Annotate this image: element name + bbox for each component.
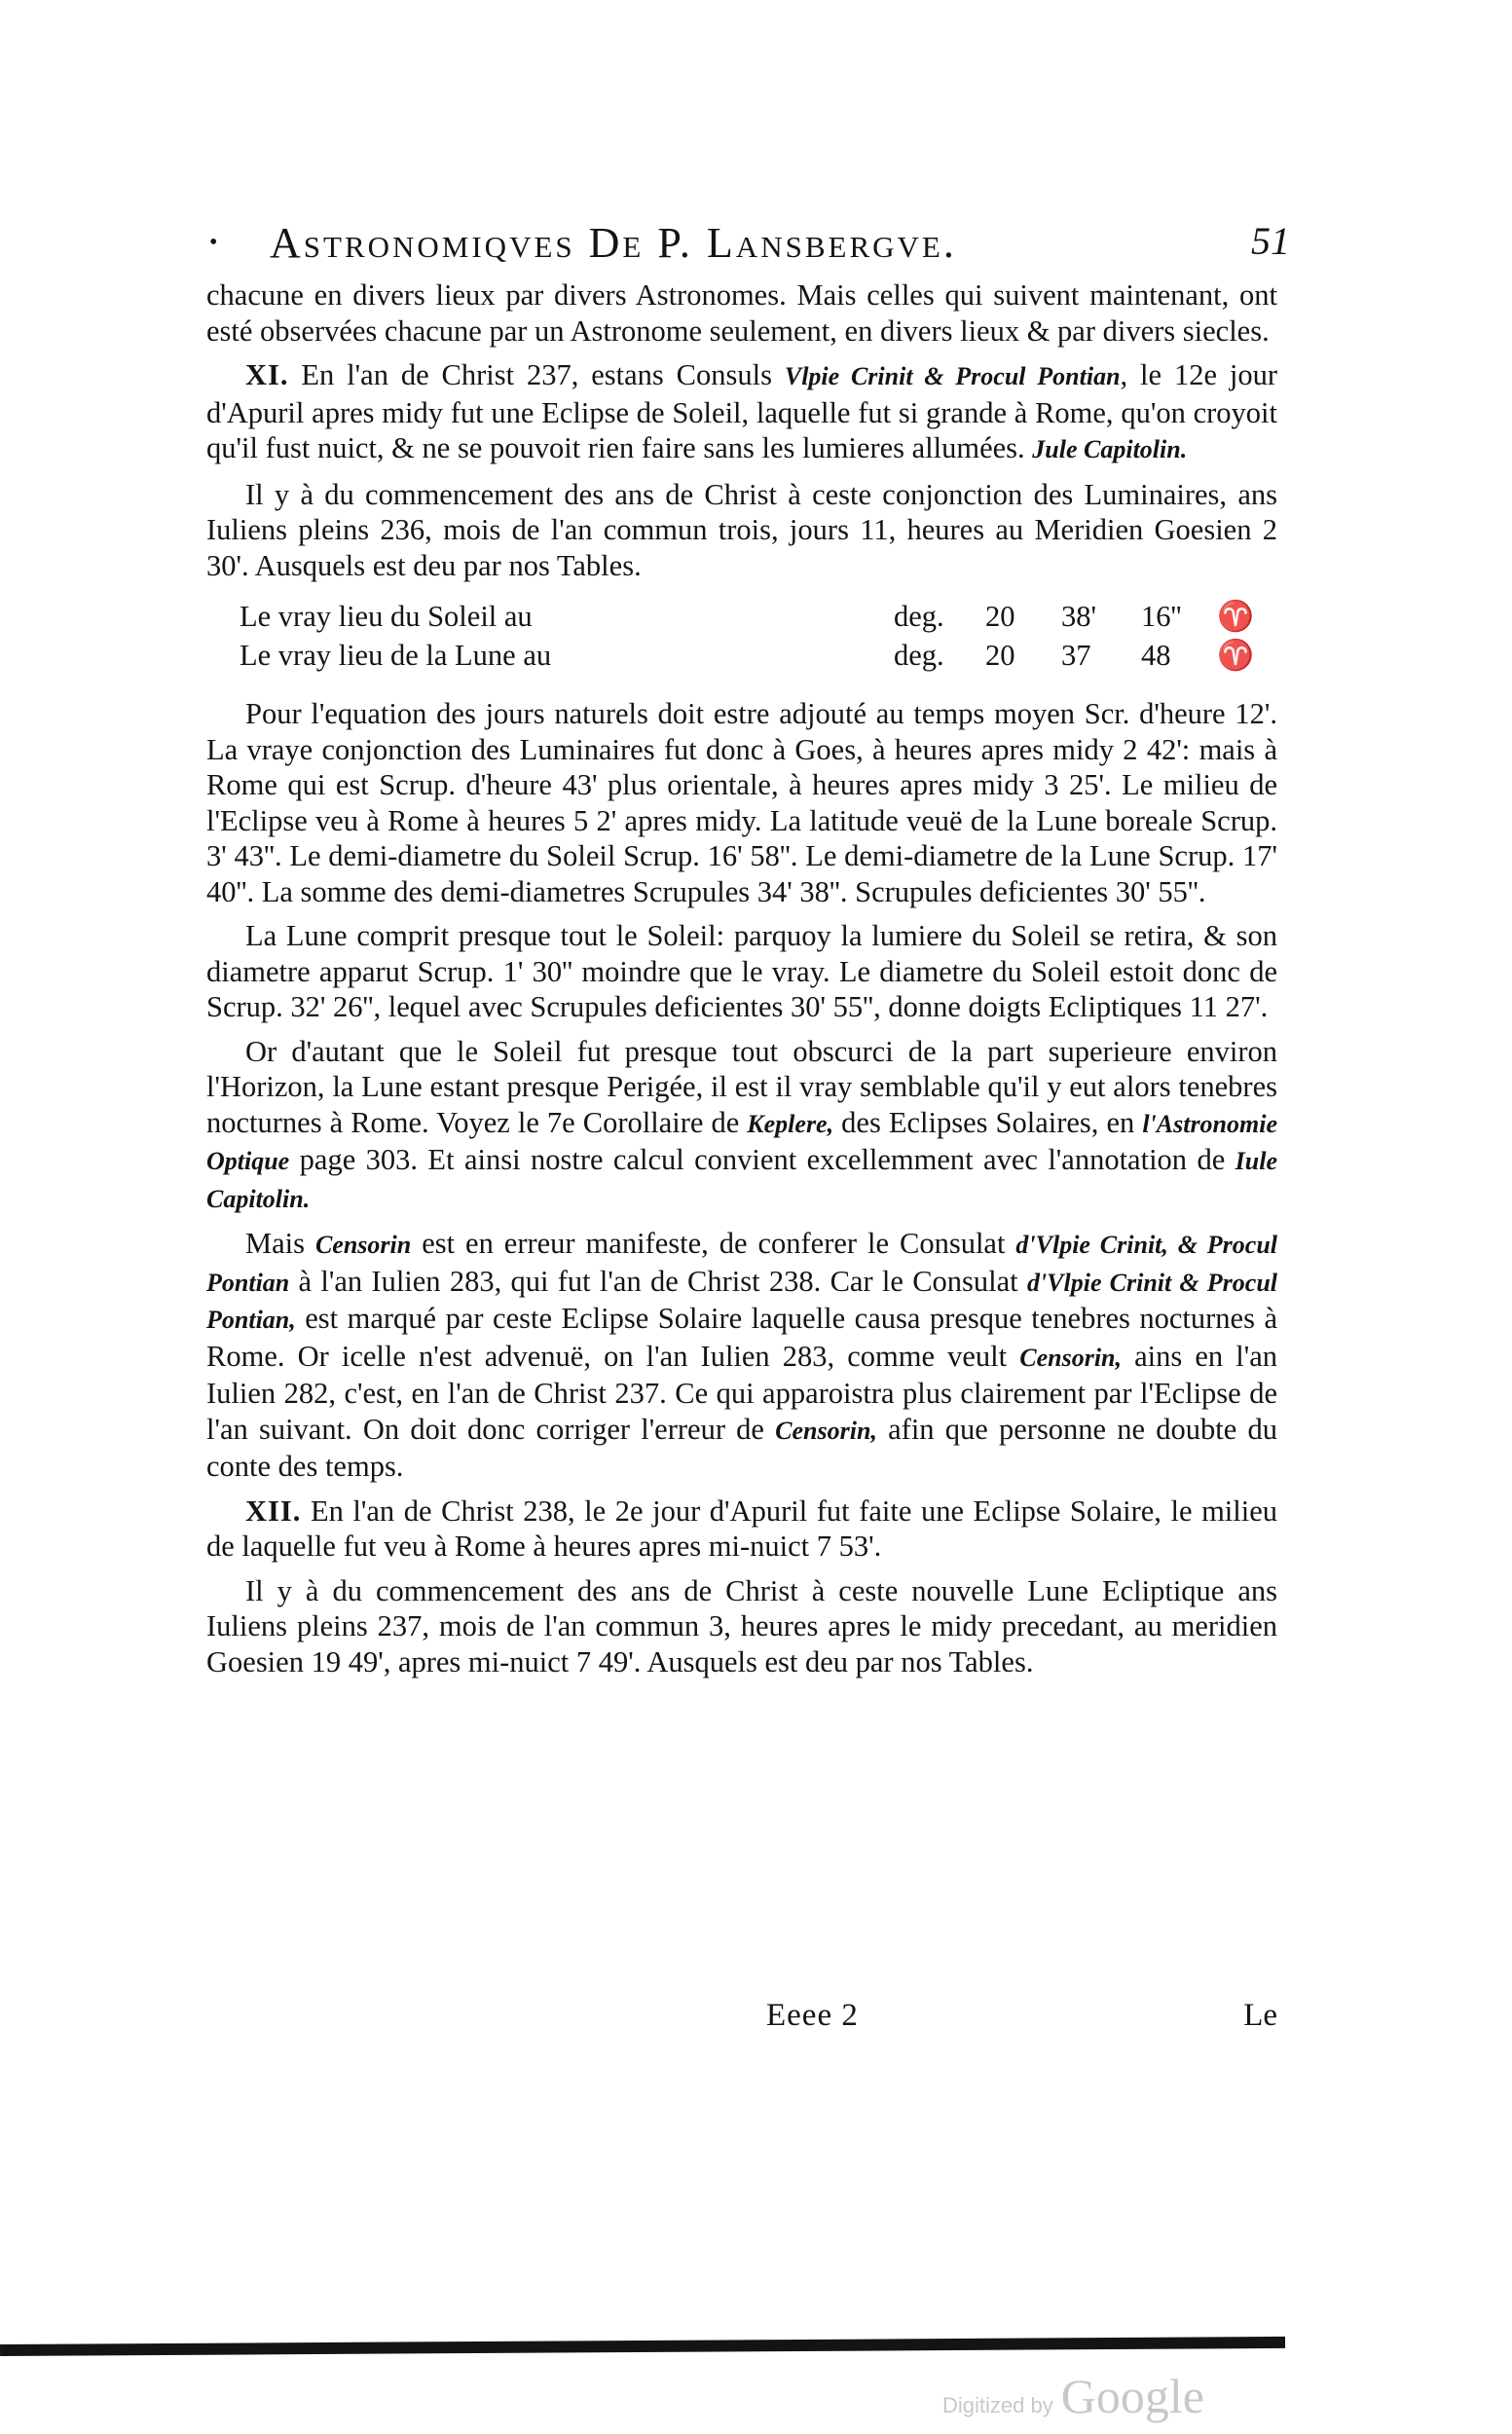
paragraph-interval: Il y à du commencement des ans de Christ à ceste conjonction des Luminaires, ans Iuliens pleins 236, mois de l'an commun trois, jours 11, heures au Meridien Goesien 2 30'. Ausquels est deu par nos Tables. (206, 477, 1277, 582)
text-body (206, 277, 1277, 1688)
table-row (206, 599, 1277, 638)
table-row (206, 638, 1277, 677)
paragraph-calculation: Pour l'equation des jours naturels doit estre adjouté au temps moyen Scr. d'heure 12'. La vraye conjonction des Luminaires fut donc à Goes, à heures apres midy 2 42': mais à Rome qui est Scrup. d'heure 43' plus orientale, à heures apres midy 3 25'. Le milieu de l'Eclipse veu à Rome à heures 5 2' apres midy. La latitude veuë de la Lune boreale Scrup. 3' 43''. Le demi-diametre du Soleil Scrup. 16' 58''. Le demi-diametre de la Lune Scrup. 17' 40''. La somme des demi-diametres Scrupules 34' 38''. Scrupules deficientes 30' 55''. (206, 697, 1277, 908)
row-minutes: 37 (1061, 639, 1091, 672)
text-run: des Eclipses Solaires, en (841, 1105, 1135, 1139)
running-header (209, 216, 1290, 275)
text-run: Mais (245, 1227, 305, 1260)
header-ornament: • (209, 230, 218, 255)
running-title: Astronomiqves De P. Lansbergve. (270, 219, 957, 267)
row-unit: deg. (894, 639, 944, 672)
digitization-watermark (942, 2368, 1204, 2424)
italic-run: Censorin, (775, 1416, 877, 1445)
text-run: page 303. Et ainsi nostre calcul convient excellemment avec l'annotation de (299, 1143, 1226, 1176)
row-label: Le vray lieu de la Lune au (240, 639, 552, 672)
text-run: , le 12e jour d'Apuril apres midy fut une Eclipse de Soleil, laquelle fut si grande à Rome, qu'on croyoit qu'il fust nuict, & ne se pouvoit rien faire sans les lumieres allumées. (206, 358, 1277, 464)
italic-citation: Iule Capitolin. (206, 1147, 1278, 1213)
row-seconds: 16'' (1141, 600, 1182, 633)
aries-sign-icon: ♈ (1217, 600, 1254, 633)
row-unit: deg. (894, 600, 944, 633)
aries-sign-icon: ♈ (1217, 639, 1254, 672)
watermark-prefix: Digitized by (942, 2393, 1053, 2417)
google-logo: Google (1060, 2369, 1204, 2423)
paragraph-intro: chacune en divers lieux par divers Astronomes. Mais celles qui suivent maintenant, ont esté observées chacune par un Astronome seulement, en divers lieux & par divers siecles. (206, 278, 1277, 348)
page-footer (206, 1998, 1277, 2047)
paragraph-eclipse-xii (206, 1494, 1277, 1565)
position-table (206, 599, 1277, 677)
scan-edge-shadow (0, 2337, 1285, 2356)
italic-run: d'Vlpie Crinit, & Procul Pontian (206, 1231, 1278, 1297)
section-number: XI. (245, 358, 289, 391)
paragraph-eclipse-size: La Lune comprit presque tout le Soleil: parquoy la lumiere du Soleil se retira, & son diametre apparut Scrup. 1' 30'' moindre que le vray. Le diametre du Soleil estoit donc de Scrup. 32' 26'', lequel avec Scrupules deficientes 30' 55'', donne doigts Ecliptiques 11 27'. (206, 919, 1277, 1023)
row-degrees: 20 (985, 600, 1015, 633)
row-degrees: 20 (985, 639, 1015, 672)
text-run: En l'an de Christ 238, le 2e jour d'Apuril fut faite une Eclipse Solaire, le milieu de laquelle fut veu à Rome à heures apres mi-nuict 7 53'. (206, 1494, 1277, 1563)
italic-run: l'Astronomie Optique (206, 1109, 1278, 1175)
italic-run: Vlpie Crinit & Procul Pontian (784, 362, 1121, 390)
text-run: ains en l'an Iulien 282, c'est, en l'an de Christ 237. Ce qui apparoistra plus clairement par l'Eclipse de l'an suivant. On doit donc corriger l'erreur de (206, 1339, 1278, 1446)
text-run: Or d'autant que le Soleil fut presque tout obscurci de la part superieure environ l'Horizon, la Lune estant presque Perigée, il est il vray semblable qu'il y eut alors tenebres nocturnes à Rome. Voyez le 7e Corollaire de (206, 1034, 1277, 1139)
section-number: XII. (245, 1494, 302, 1528)
italic-citation: Jule Capitolin. (1032, 435, 1188, 463)
page-number: 51 (1251, 219, 1290, 263)
italic-run: Censorin (314, 1231, 412, 1259)
italic-run: Censorin, (1019, 1343, 1123, 1372)
text-run: à l'an Iulien 283, qui fut l'an de Christ 238. Car le Consulat (298, 1264, 1018, 1298)
catchword: Le (1243, 1998, 1277, 2033)
italic-run: d'Vlpie Crinit & Procul Pontian, (206, 1268, 1278, 1334)
row-label: Le vray lieu du Soleil au (240, 600, 533, 633)
row-minutes: 38' (1061, 600, 1096, 633)
text-run: afin que personne ne doubte du conte des temps. (206, 1412, 1277, 1483)
paragraph-interval-xii: Il y à du commencement des ans de Christ à ceste nouvelle Lune Ecliptique ans Iuliens pleins 237, mois de l'an commun 3, heures apres le midy precedant, au meridien Goesien 19 49', apres mi-nuict 7 49'. Ausquels est deu par nos Tables. (206, 1573, 1277, 1678)
text-run: En l'an de Christ 237, estans Consuls (301, 358, 772, 391)
text-run: est marqué par ceste Eclipse Solaire laquelle causa presque tenebres nocturnes à Rome. Or icelle n'est advenuë, on l'an Iulien 283, comme veult (206, 1302, 1277, 1373)
paragraph-censorin (206, 1226, 1277, 1485)
paragraph-darkness (206, 1034, 1277, 1218)
row-seconds: 48 (1141, 639, 1171, 672)
italic-run: Keplere, (747, 1109, 834, 1138)
text-run: est en erreur manifeste, de conferer le Consulat (422, 1227, 1006, 1260)
signature-mark: Eeee 2 (766, 1998, 859, 2033)
paragraph-eclipse-xi (206, 357, 1277, 468)
